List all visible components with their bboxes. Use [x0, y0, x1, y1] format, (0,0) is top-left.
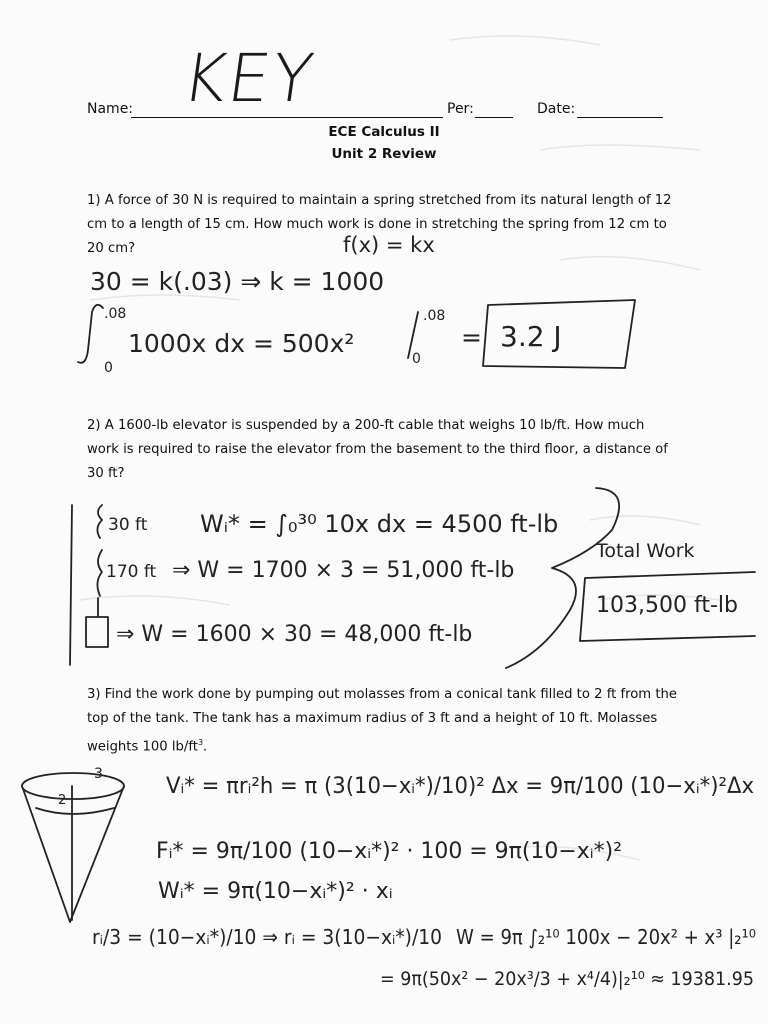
period-field-line — [475, 117, 513, 118]
p3-line-int: W = 9π ∫₂¹⁰ 100x − 20x² + x³ |₂¹⁰ — [456, 925, 756, 949]
course-title: ECE Calculus II — [328, 124, 440, 140]
p2-brace-30 — [97, 505, 102, 538]
p1-eval-bar — [408, 312, 418, 358]
p1-integral-sign — [78, 305, 103, 363]
date-label: Date: — [537, 101, 576, 117]
p2-total-box — [580, 572, 755, 641]
p2-brace-170 — [97, 550, 102, 596]
p1-answer: 3.2 J — [500, 320, 562, 353]
p3-line-w: Wᵢ* = 9π(10−xᵢ*)² · xᵢ — [158, 879, 393, 904]
p1-fx: f(x) = kx — [343, 233, 435, 257]
p2-label-170: 170 ft — [106, 562, 157, 582]
problem-2-text: 2) A 1600-lb elevator is suspended by a 200-ft cable that weighs 10 lb/ft. How much work is required to raise the elevator from the basement to the third floor, a distance of 30 ft? — [87, 418, 668, 481]
p2-line-2: ⇒ W = 1700 × 3 = 51,000 ft-lb — [172, 558, 515, 583]
p1-int-lower: 0 — [104, 360, 113, 376]
solution-3 — [22, 766, 756, 990]
p3-line-v: Vᵢ* = πrᵢ²h = π (3(10−xᵢ*)/10)² Δx = 9π/100 (10−xᵢ*)²Δx — [166, 774, 754, 799]
p2-line-1: Wᵢ* = ∫₀³⁰ 10x dx = 4500 ft-lb — [200, 510, 559, 538]
p1-int-body: 1000x dx = 500x² — [128, 329, 355, 358]
p3-cone-sides — [22, 786, 124, 922]
p2-line-3: ⇒ W = 1600 × 30 = 48,000 ft-lb — [116, 622, 473, 647]
p2-total-label: Total Work — [596, 540, 695, 562]
p3-fill-line — [36, 808, 114, 814]
p1-k-equation: 30 = k(.03) ⇒ k = 1000 — [90, 267, 385, 296]
p1-eval-lower: 0 — [412, 351, 421, 367]
problem-3-sup: 3 — [197, 738, 204, 747]
p2-total-value: 103,500 ft-lb — [596, 593, 738, 618]
p3-cone-3: 3 — [94, 766, 103, 782]
p3-cone-2: 2 — [58, 793, 67, 808]
p3-cone-top — [22, 773, 124, 799]
p2-big-brace — [506, 488, 619, 668]
p3-line-r: rᵢ/3 = (10−xᵢ*)/10 ⇒ rᵢ = 3(10−xᵢ*)/10 — [92, 925, 442, 949]
period-label: Per: — [447, 101, 474, 117]
p1-int-upper: .08 — [104, 306, 127, 322]
problem-3-main: 3) Find the work done by pumping out molasses from a conical tank filled to 2 ft from the top of the tank. The tank has a maximum radius of 3 ft and a height of 10 ft. Molasses weights 100 lb/ft — [87, 687, 677, 755]
problem-1-text: 1) A force of 30 N is required to maintain a spring stretched from its natural length of 12 cm to a length of 15 cm. How much work is done in stretching the spring from 12 cm to 20 cm? — [87, 193, 672, 256]
p2-shaft-line — [70, 505, 72, 665]
p3-line-f: Fᵢ* = 9π/100 (10−xᵢ*)² · 100 = 9π(10−xᵢ*)² — [156, 839, 622, 864]
p1-eval-upper: .08 — [423, 308, 446, 324]
date-field-line — [577, 117, 663, 118]
p1-equals: = — [461, 323, 482, 352]
p2-elevator-box — [86, 617, 108, 647]
problem-3-end: . — [203, 739, 208, 755]
p1-answer-box — [483, 300, 635, 368]
name-field-line — [131, 117, 443, 118]
unit-title: Unit 2 Review — [331, 146, 437, 162]
p3-line-final: = 9π(50x² − 20x³/3 + x⁴/4)|₂¹⁰ ≈ 19381.95 — [380, 968, 754, 990]
p2-label-30: 30 ft — [108, 515, 148, 535]
problem-3-text — [87, 683, 677, 759]
solution-2 — [70, 488, 755, 668]
name-label: Name: — [87, 101, 134, 117]
handwritten-key: KEY — [177, 40, 320, 117]
